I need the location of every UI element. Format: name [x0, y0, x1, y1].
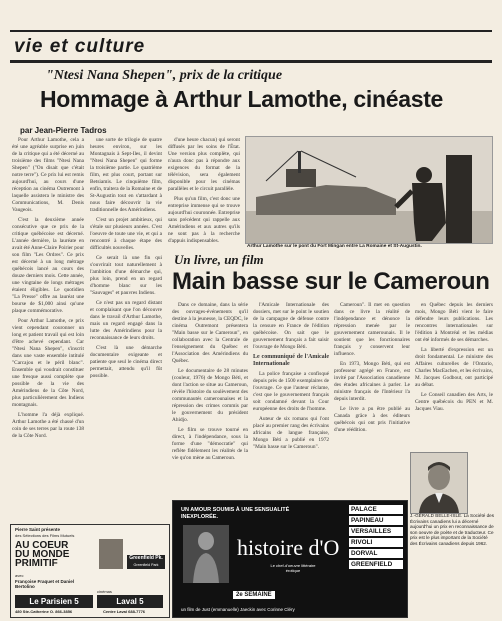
ad1-title-line: PRIMITIF [15, 558, 58, 569]
author-portrait [410, 452, 468, 514]
paragraph: d'une heure chacun) qui seront diffusés par les soins de l'État. Une version plus complète, qui n'aura donc pas à répondre aux exigences du format de la télévision, sera également disponible pour les cinémas parallèles et le circuit parallèle. [168, 137, 240, 192]
ad-au-coeur-du-monde [10, 524, 170, 618]
article2-column-2 [253, 302, 329, 498]
boat-photo [245, 136, 493, 244]
paragraph: C'est un projet ambitieux, qui s'étale sur plusieurs années. C'est l'oeuvre de toute une vie, et qui a rencontré à chaque étape des difficultés nouvelles. [90, 217, 162, 251]
ad2-tagline: Le chef-d'oeuvre littéraire érotique [270, 563, 316, 573]
paragraph: Le livre a pu être publié au Canada grâce à des éditeurs québécois qui ont pris l'initiative d'une réédition. [334, 406, 410, 433]
paragraph: en Québec depuis les derniers mois, Mongo Béti vient le faire défendre leurs publications. Les rencontres internationales sur l'édition à Montréal et les médias ont été informés de ses démarches. [415, 302, 493, 343]
cinema-item: PAPINEAU [349, 516, 403, 525]
paragraph: L'homme l'a déjà expliqué. Arthur Lamothe a été chassé d'un coin de ses terres par la route 138 de la Côte Nord. [12, 412, 84, 439]
paragraph: Plus qu'un film, c'est donc une entreprise immense qui se trouve aujourd'hui couronnée. Entreprise sans précédent qui rappelle aux Amérindiens et aux autres qu'ils ne sont pas à la recherche d'appuis indispensables. [168, 196, 240, 244]
ad1-theatre2-sub: Greenfield Park [133, 563, 159, 567]
cinema-item: PALACE [349, 505, 403, 514]
portrait-illustration [411, 453, 467, 513]
ad2-slogan: UN AMOUR SOUMIS À UNE SENSUALITÉ INEXPLORÉE. [181, 507, 290, 520]
paragraph: Cameroun". Il met en question dans ce livre la réalité de l'indépendance et dénonce la répression menée par le gouvernement camerounais. Il le soutient que les fonctionnaires français y conservent leur influence. [334, 302, 410, 357]
photo-caption: Arthur Lamothe sur le pont du Fort Mingan entre La Romaine et St-Augustin. [247, 244, 422, 249]
ad2-week: 2e SEMAINE [233, 591, 275, 599]
article1-kicker: "Ntesi Nana Shepen", prix de la critique [46, 68, 283, 83]
header-rule-top [10, 30, 492, 32]
ad1-with: avec [15, 573, 24, 578]
paragraph: La police française a confisqué depuis près de 1500 exemplaires de l'ouvrage. Ce que l'auteur réclame, c'est que le gouvernement français soit condamné devant la Cour européenne des droits de l'homme. [253, 371, 329, 412]
ad2-title: histoire d'O [237, 535, 340, 560]
article2-headline: Main basse sur le Cameroun [172, 268, 490, 295]
paragraph: Le documentaire de 28 minutes (couleur, 1976) de Mongo Béti, et dont l'action se situe au Cameroun, révèle l'histoire du soulèvement des communautés camerounaises et la répression des crimes commis par le gouvernement du président Ahidjo. [172, 368, 248, 423]
paragraph: En 1973, Mongo Béti, qui est professeur agrégé en France, est invité par l'Association canadienne des études africaines à parler. Le ministre français de l'Intérieur l'a depuis interdit. [334, 361, 410, 402]
ad2-figure [183, 525, 229, 583]
cinema-item: VERSAILLES [349, 527, 403, 536]
paragraph: Ce serait là une fin qui s'ouvrirait tout naturellement à l'ambition d'une démarche qui, plus loin, prend en un regard d'homme blanc sur les "Sauvages" et pauvres Indiens. [90, 255, 162, 296]
ad1-names: Françoise Fraquet et Daniel Bertolino [15, 579, 75, 589]
paragraph: Ce n'est pas un regard distant et complaisant que l'on découvre dans le travail d'Arthur Lamothe, mais un regard engagé dans la lutte des Amérindiens pour la reconnaissance de leurs droits. [90, 300, 162, 341]
paragraph: C'est la deuxième année consécutive que ce prix de la critique québécoise est décerné. L'année dernière, la lauréate en avait été Anne-Claire Poirier pour son film "Les Ordres". Ce prix est décerné à un long métrage québécois lancé au cours des douze derniers mois. Cette année, une vingtaine de longs métrages étaient éligibles. Le quotidien "La Presse" offre au lauréat une bourse de $1,000 ainsi qu'une plaque commémorative. [12, 217, 84, 314]
ad1-theatre2-name: Greenfield Pk. [129, 555, 163, 561]
subheading: Le communiqué de l'Amicale Internationale [253, 354, 329, 367]
article2-kicker: Un livre, un film [174, 252, 264, 267]
header-rule-bottom [10, 60, 492, 63]
paragraph: Le Conseil canadien des Arts, le Centre québécois du PEN et M. Jacques Viau. [415, 392, 493, 412]
article1-byline: par Jean-Pierre Tadros [20, 126, 107, 135]
paragraph: Pour Arthur Lamothe, ce prix vient cependant couronner un long et patient travail qui est loin d'être achevé cependant. Car "Ntesi Nana Shepen", s'inscrit dans une vaste ensemble intitulé "Carcajou et le péril blanc". Ensemble qui voudrait constituer une fresque aussi complète que possible de la vie des Amérindiens de la Côte Nord, plus particulièrement des Indiens montagnais. [12, 318, 84, 408]
paragraph: une sorte de trilogie de quatre heures environ, sur les Montagnais à Sept-Iles, il devint "Ntesi Nana Shepen" qui forme la troisième partie. Le quatrième film, est plus court, portant sur Betsiamis. Le cinquième film, enfin, traitera de la Romaine et de St-Augustin tout en s'attardant à nous faire découvrir la vie traditionnelle des Amérindiens. [90, 137, 162, 213]
ad1-image [99, 539, 123, 569]
ad1-cinemas: cinémas [97, 589, 112, 594]
article1-column-3 [168, 137, 240, 249]
ad1-title-line: AU [15, 540, 30, 551]
ad1-subtitle: des Sélections des Films Mutuels [15, 533, 75, 538]
article1-headline: Hommage à Arthur Lamothe, cinéaste [40, 86, 444, 112]
ad-histoire-d-o [172, 500, 408, 618]
article1-column-1 [12, 137, 84, 523]
ad1-title-line: COEUR [32, 540, 69, 551]
article2-column-4 [415, 302, 493, 448]
ad1-presenter: Pierre Saint présente [15, 527, 61, 532]
cinema-item: RIVOLI [349, 538, 403, 547]
article2-column-3 [334, 302, 410, 498]
ad1-address: 480 Ste-Catherine O. 866-3856 [15, 609, 73, 614]
cinema-item: GREENFIELD [349, 560, 403, 569]
ad1-title [15, 541, 95, 568]
ad2-credit: un film de Just (emmanuelle) Jaeckin avec Corinne Cléry [181, 607, 295, 612]
paragraph: Auteur de six romans qui l'ont placé au premier rang des écrivains africains de langue française, Mongo Béti a publié en 1972 "Main basse sur le Cameroun". [253, 416, 329, 450]
paragraph: La liberté d'expression est un droit fondamental. Le ministre des Affaires culturelles de l'Ontario, Charles MacEachen, et les écrivains, M. Jacques Godbout, ont participé au débat. [415, 347, 493, 388]
ad2-image [183, 525, 229, 583]
paragraph: C'est là une démarche documentaire exigeante et patiente que seul le cinéma direct permettait, attendu qu'il fût possible. [90, 345, 162, 379]
paragraph: Dans ce domaine, dans la série des ouvrages-événements qu'il destine à la jeunesse, la CEQDC, le cinéma Outremont présentera "Main basse sur le Cameroun", en collaboration avec la Centrale de l'enseignement du Québec et l'Association des Amérindiens du Québec. [172, 302, 248, 364]
portrait-caption: J.-GÉRALD BELLE-ISLE. La Société des Écrivains canadiens lui a décerné aujourd'hui un prix en reconnaissance de son oeuvre de poète et de traducteur. Ce prix est le plus important de la Société des Écrivains canadiens depuis 1962. [410, 513, 495, 546]
section-title: vie et culture [14, 36, 146, 57]
ad2-cinema-list [349, 505, 403, 571]
article1-column-2 [90, 137, 162, 523]
ad1-theatre2 [127, 555, 165, 569]
cinema-item: DORVAL [349, 549, 403, 558]
ad1-theatre3: Laval 5 [97, 595, 163, 608]
boat-illustration [246, 137, 492, 243]
paragraph: l'Amicale Internationale des dossiers, met sur le point le soutien de la campagne de défense contre la censure en France de l'édition québécoise. On sait que le gouvernement français a fait saisir l'ouvrage de Mongo Béti. [253, 302, 329, 350]
ad1-title-line: DU MONDE [15, 549, 70, 560]
ad1-theatre3-sub: Centre Laval 688-7776 [103, 609, 146, 614]
article2-column-1 [172, 302, 248, 498]
ad1-theatre: Le Parisien 5 [15, 595, 93, 608]
paragraph: Pour Arthur Lamothe, cela a été une agréable surprise en juin de la critique qui a été décerné au troisième des films "Ntesi Nana Shepen" ("On disait que c'était notre terre"). Ce prix lui est remis aujourd'hui, au cours d'une réception au cinéma Outremont à laquelle assistera le ministre des Communications, M. Denis Vaugeois. [12, 137, 84, 213]
paragraph: Le film se trouve tourné en direct, à l'indépendance, sous la forme d'une "démocratie" qui reflète fidèlement les réalités de la vie qu'on mène au Cameroun. [172, 427, 248, 461]
